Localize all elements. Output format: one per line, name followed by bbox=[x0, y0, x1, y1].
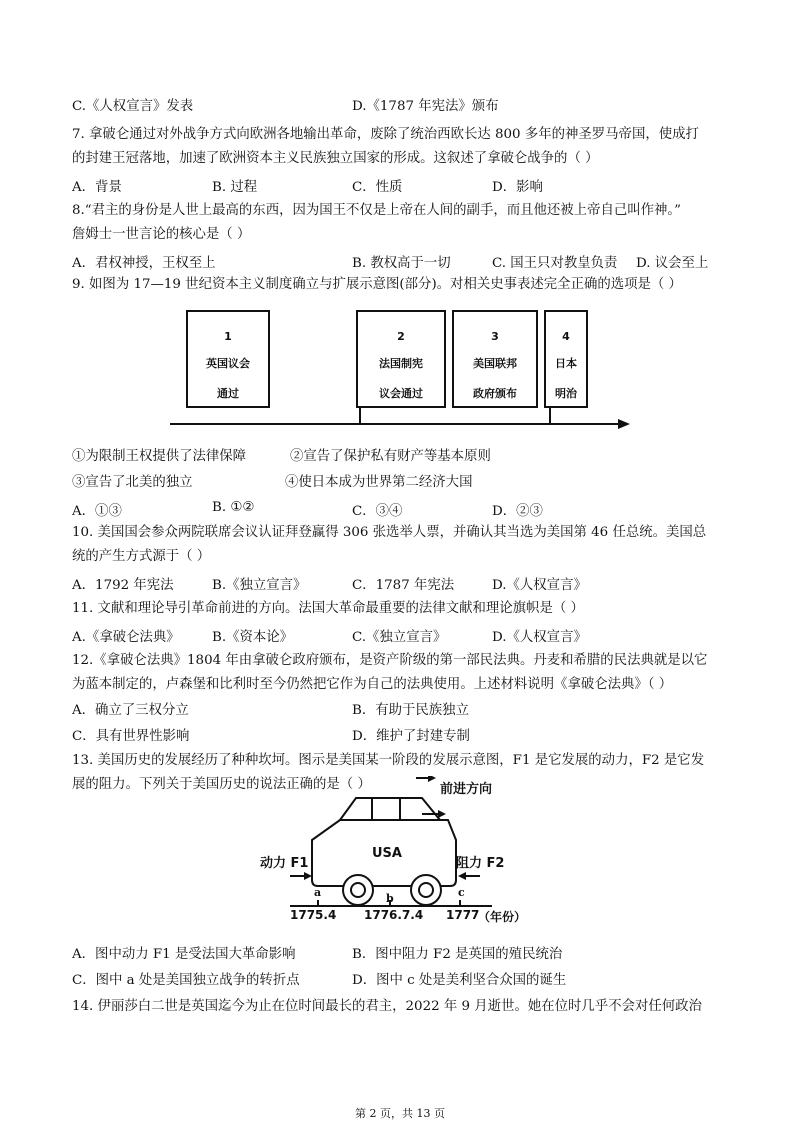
q11-option-b: B.《资本论》 bbox=[212, 630, 294, 645]
timeline-box-4 bbox=[544, 310, 588, 408]
q9-option-b: B. ①② bbox=[212, 500, 255, 515]
box-text-line2: 议会通过 bbox=[379, 387, 423, 400]
q10-option-a: A．1792 年宪法 bbox=[72, 578, 174, 593]
q8-option-c: C. 国王只对教皇负责 bbox=[492, 256, 618, 271]
q7-stem-line1: 7. 拿破仑通过对外战争方式向欧洲各地输出革命，废除了统治西欧长达 800 多年的神圣罗马帝国，使成打 bbox=[72, 127, 699, 142]
q9-timeline-diagram bbox=[170, 300, 630, 440]
q7-option-a: A．背景 bbox=[72, 180, 122, 195]
box-text-line1: 日本 bbox=[555, 357, 577, 370]
q13-stem-line2: 展的阻力。下列关于美国历史的说法正确的是（ ） bbox=[72, 777, 371, 792]
q9-option-a: A．①③ bbox=[72, 504, 122, 519]
car-drawing bbox=[260, 776, 550, 926]
q9-statement-2: ②宣告了保护私有财产等基本原则 bbox=[290, 449, 491, 464]
box-text-line2: 通过 bbox=[217, 387, 239, 400]
q13-option-a: A．图中动力 F1 是受法国大革命影响 bbox=[72, 947, 296, 962]
q8-options bbox=[0, 252, 800, 270]
q12-option-d: D．维护了封建专制 bbox=[352, 729, 470, 744]
box-text-line2: 政府颁布 bbox=[473, 387, 517, 400]
q11-option-a: A.《拿破仑法典》 bbox=[72, 630, 180, 645]
force-f2-label: 阻力 F2 bbox=[456, 856, 505, 871]
q12-option-b: B．有助于民族独立 bbox=[352, 703, 469, 718]
box-text-line1: 英国议会 bbox=[206, 357, 250, 370]
q9-statement-1: ①为限制王权提供了法律保障 bbox=[72, 449, 247, 464]
box-number: 2 bbox=[397, 330, 405, 343]
q13-car-diagram bbox=[260, 776, 550, 926]
q13-option-d: D．图中 c 处是美利坚合众国的诞生 bbox=[352, 973, 567, 988]
q10-stem-line2: 统的产生方式源于（ ） bbox=[72, 549, 211, 564]
q10-option-c: C．1787 年宪法 bbox=[352, 578, 455, 593]
timeline-box-1 bbox=[186, 310, 270, 408]
q7-option-d: D．影响 bbox=[492, 180, 543, 195]
q13-stem-line1: 13. 美国历史的发展经历了种种坎坷。图示是美国某一阶段的发展示意图，F1 是它发展的动力，F2 是它发 bbox=[72, 753, 705, 768]
timeline-box-3 bbox=[452, 310, 538, 408]
q8-option-d: D. 议会至上 bbox=[636, 256, 709, 271]
q10-stem-line1: 10. 美国国会参众两院联席会议认证拜登赢得 306 张选举人票，并确认其当选为美国第 46 任总统。美国总 bbox=[72, 525, 707, 540]
point-a-label: a bbox=[314, 886, 322, 899]
direction-label: 前进方向 bbox=[440, 782, 493, 797]
q12-option-a: A．确立了三权分立 bbox=[72, 703, 189, 718]
q10-option-d: D.《人权宣言》 bbox=[492, 578, 587, 593]
q10-options bbox=[0, 574, 800, 592]
point-c-label: c bbox=[458, 886, 465, 899]
box-text-line1: 美国联邦 bbox=[473, 357, 517, 370]
q9-options bbox=[0, 500, 800, 518]
q11-options bbox=[0, 626, 800, 644]
q7-option-c: C．性质 bbox=[352, 180, 403, 195]
q14-stem-line1: 14. 伊丽莎白二世是英国迄今为止在位时间最长的君主，2022 年 9 月逝世。她在位时几乎不会对任何政治 bbox=[72, 999, 702, 1014]
box-number: 4 bbox=[562, 330, 570, 343]
page-number-footer: 第 2 页，共 13 页 bbox=[355, 1107, 445, 1120]
q8-stem-line2: 詹姆士一世言论的核心是（ ） bbox=[72, 227, 251, 242]
q8-stem-line1: 8.“君主的身份是人世上最高的东西，因为国王不仅是上帝在人间的副手，而且他还被上帝自己叫作神。” bbox=[72, 203, 681, 218]
box-text-line2: 明治 bbox=[555, 387, 577, 400]
q8-option-a: A．君权神授，王权至上 bbox=[72, 256, 216, 271]
usa-label: USA bbox=[372, 846, 402, 861]
year-unit-label: （年份） bbox=[478, 910, 527, 924]
q9-option-d: D．②③ bbox=[492, 504, 543, 519]
q7-options bbox=[0, 176, 800, 194]
box-text-line1: 法国制宪 bbox=[379, 357, 423, 370]
q12-stem-line2: 为蓝本制定的，卢森堡和比利时至今仍然把它作为自己的法典使用。上述材料说明《拿破仑法典》（ ） bbox=[72, 677, 673, 692]
q9-statement-4: ④使日本成为世界第二经济大国 bbox=[285, 475, 473, 490]
box-number: 3 bbox=[491, 330, 499, 343]
date-label-3: 1777 bbox=[446, 908, 480, 922]
q9-statement-3: ③宣告了北美的独立 bbox=[72, 475, 193, 490]
date-label-2: 1776.7.4 bbox=[364, 908, 424, 922]
q6-option-d: D.《1787 年宪法》颁布 bbox=[352, 99, 499, 114]
q7-option-b: B. 过程 bbox=[212, 180, 258, 195]
q11-option-c: C.《独立宣言》 bbox=[352, 630, 447, 645]
force-f1-label: 动力 F1 bbox=[260, 856, 309, 871]
timeline-box-2 bbox=[356, 310, 446, 408]
q12-stem-line1: 12.《拿破仑法典》1804 年由拿破仑政府颁布，是资产阶级的第一部民法典。丹麦和希腊的民法典就是以它 bbox=[72, 653, 708, 668]
q10-option-b: B.《独立宣言》 bbox=[212, 578, 307, 593]
q12-option-c: C．具有世界性影响 bbox=[72, 729, 190, 744]
q9-stem-line1: 9. 如图为 17—19 世纪资本主义制度确立与扩展示意图(部分)。对相关史事表述完全正确的选项是（ ） bbox=[72, 277, 682, 292]
point-b-label: b bbox=[386, 892, 394, 905]
q13-option-b: B．图中阻力 F2 是英国的殖民统治 bbox=[352, 947, 563, 962]
box-number: 1 bbox=[224, 330, 232, 343]
q13-option-c: C．图中 a 处是美国独立战争的转折点 bbox=[72, 973, 300, 988]
q7-stem-line2: 的封建王冠落地，加速了欧洲资本主义民族独立国家的形成。这叙述了拿破仑战争的（ ） bbox=[72, 151, 599, 166]
q6-option-c: C.《人权宣言》发表 bbox=[72, 99, 194, 114]
q11-option-d: D.《人权宣言》 bbox=[492, 630, 587, 645]
date-label-1: 1775.4 bbox=[290, 908, 337, 922]
q8-option-b: B. 教权高于一切 bbox=[352, 256, 451, 271]
q9-option-c: C．③④ bbox=[352, 504, 403, 519]
q11-stem-line1: 11. 文献和理论导引革命前进的方向。法国大革命最重要的法律文献和理论旗帜是（ ） bbox=[72, 601, 584, 616]
